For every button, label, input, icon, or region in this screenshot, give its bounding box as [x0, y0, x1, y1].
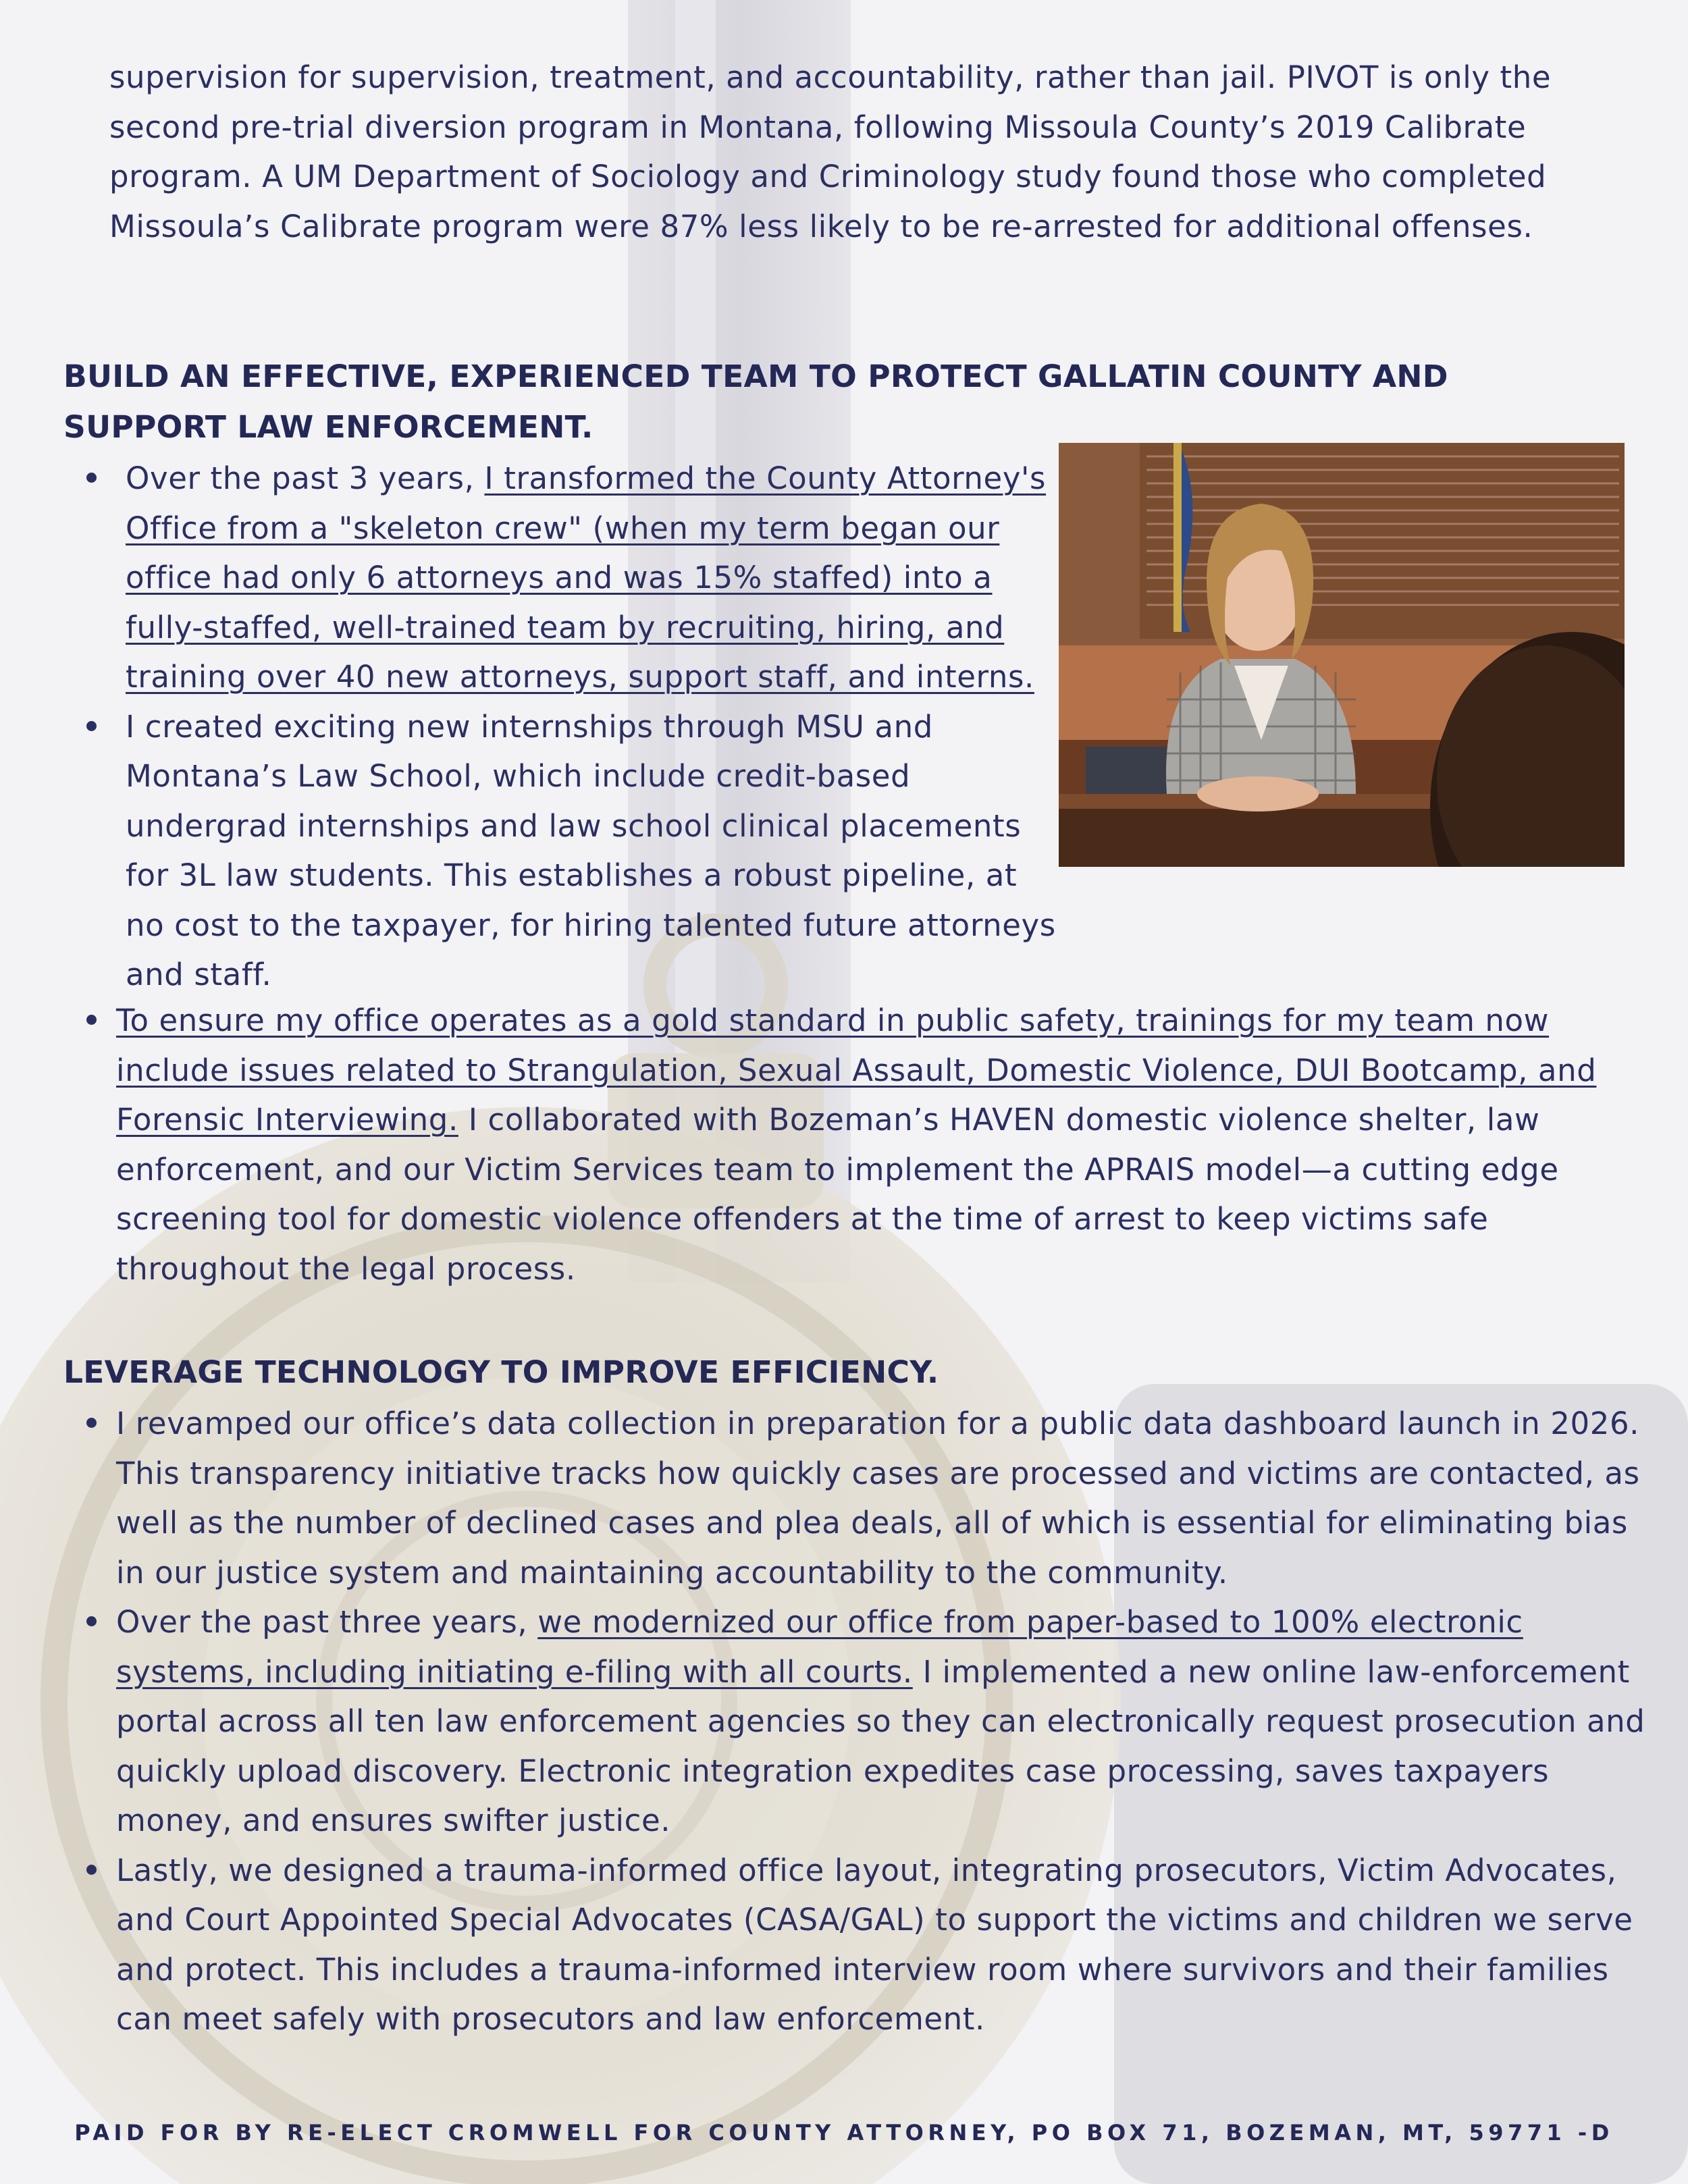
team-bullet-training-link[interactable]: To ensure my office operates as a gold standard in public safety, trainings for my team now include issues related to Strangulation, Sexual Assault, Domestic Violence, DUI Bootcamp, and Forensic Interviewing. [116, 1003, 1597, 1138]
bullet-dot [86, 1418, 97, 1428]
tech-bullet-modernized-rest: I implemented a new online law-enforcement portal across all ten law enforcement agencies so they can electronically request prosecution and quickly upload discovery. Electronic integration expedites case processing, saves taxpayers money, and ensures swifter justice. [116, 1653, 1645, 1838]
team-bullet-list-bottom [73, 996, 1639, 1294]
team-bullet-internships [73, 702, 1065, 1000]
bullet-dot [86, 1015, 97, 1025]
tech-section-heading: LEVERAGE TECHNOLOGY TO IMPROVE EFFICIENCY. [63, 1354, 939, 1390]
bullet-dot [86, 1865, 97, 1875]
tech-bullet-data-dashboard [73, 1399, 1646, 1597]
tech-bullet-data-dashboard-text: I revamped our office’s data collection in preparation for a public data dashboard launch in 2026. This transparency initiative tracks how quickly cases are processed and victims are contacted, as well as the number of declined cases and plea deals, all of which is essential for eliminating bias in our justice system and maintaining accountability to the community. [116, 1406, 1640, 1591]
tech-bullet-modernized-link[interactable]: we modernized our office from paper-based to 100% electronic systems, including initiating e-filing with all courts. [116, 1604, 1523, 1690]
team-bullet-training-rest: I collaborated with Bozeman’s HAVEN domestic violence shelter, law enforcement, and our Victim Services team to implement the APRAIS model—a cutting edge screening tool for domestic violence offenders at the time of arrest to keep victims safe throughout the legal process. [116, 1102, 1559, 1287]
tech-bullet-modernized [73, 1597, 1646, 1846]
tech-bullet-modernized-lead: Over the past three years, [116, 1604, 538, 1640]
courtroom-photo [1059, 443, 1625, 867]
team-bullet-staffing [73, 454, 1065, 702]
team-heading-line2: SUPPORT LAW ENFORCEMENT. [63, 409, 594, 445]
paid-for-footer: PAID FOR BY RE-ELECT CROMWELL FOR COUNTY ATTORNEY, PO BOX 71, BOZEMAN, MT, 59771 -D [74, 2120, 1614, 2146]
bullet-dot [86, 1616, 97, 1626]
team-bullet-staffing-lead: Over the past 3 years, [126, 460, 485, 496]
team-bullet-internships-text: I created exciting new internships through MSU and Montana’s Law School, which include credit-based undergrad internships and law school clinical placements for 3L law students. This establishes a robust pipeline, at no cost to the taxpayer, for hiring talented future attorneys and staff. [126, 708, 1056, 992]
bullet-dot [86, 473, 97, 483]
team-bullet-training [73, 996, 1639, 1294]
tech-bullet-office-layout-text: Lastly, we designed a trauma-informed office layout, integrating prosecutors, Victim Advocates, and Court Appointed Special Advocates (CASA/GAL) to support the victims and children we serve and protect. This includes a trauma-informed interview room where survivors and their families can meet safely with prosecutors and law enforcement. [116, 1852, 1633, 2037]
team-section-heading [63, 351, 1630, 452]
bullet-dot [86, 721, 97, 731]
team-heading-line1: BUILD AN EFFECTIVE, EXPERIENCED TEAM TO PROTECT GALLATIN COUNTY AND [63, 358, 1448, 394]
team-bullet-staffing-link[interactable]: I transformed the County Attorney's Office from a "skeleton crew" (when my term began our office had only 6 attorneys and was 15% staffed) into a fully-staffed, well-trained team by recruiting, hiring, and training over 40 new attorneys, support staff, and interns. [126, 460, 1047, 695]
intro-paragraph: supervision for supervision, treatment, and accountability, rather than jail. PIVOT is only the second pre-trial diversion program in Montana, following Missoula County’s 2019 Calibrate program. A UM Department of Sociology and Criminology study found those who completed Missoula’s Calibrate program were 87% less likely to be re-arrested for additional offenses. [109, 59, 1552, 244]
tech-bullet-office-layout [73, 1846, 1646, 2044]
tech-bullet-list [73, 1399, 1646, 2044]
team-bullet-list-top [73, 454, 1065, 1000]
